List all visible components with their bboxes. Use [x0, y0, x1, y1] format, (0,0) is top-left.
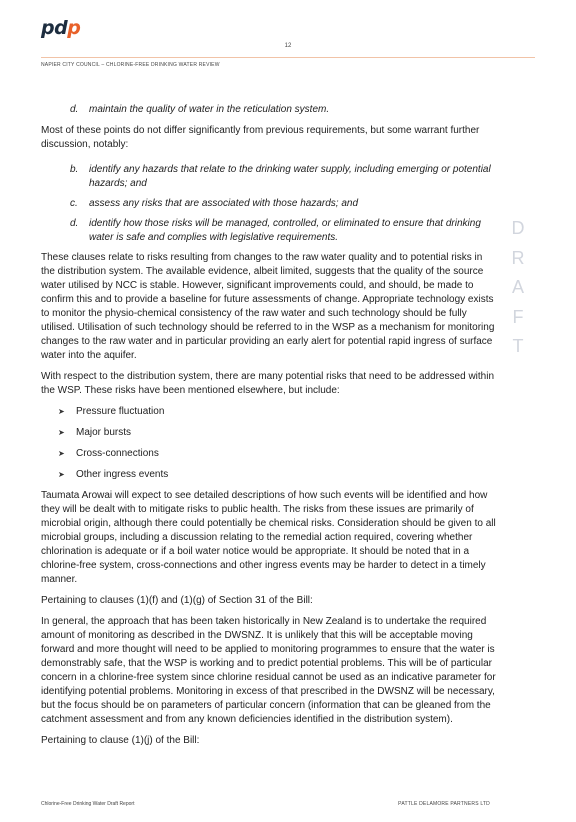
running-head: NAPIER CITY COUNCIL – CHLORINE-FREE DRINKING WATER REVIEW: [41, 62, 220, 68]
arrow-bullet-icon: ➤: [58, 470, 65, 479]
bullet-item: [41, 426, 496, 440]
bullet-text: Pressure fluctuation: [76, 406, 165, 417]
paragraph: In general, the approach that has been taken historically in New Zealand is to undertake the required amount of monitoring as described in the DWSNZ. It is unlikely that this will be acceptable moving forward and more thought will need to be applied to monitoring programmes to ensure that the water is demonstrably safe, that the WSP is working and to predict potential problems. This will be of particular concern in a chlorine-free system since chlorine residual cannot be used as an indicative parameter for identifying potential problems. Monitoring in excess of that prescribed in the DWSNZ will be necessary, but the focus should be on parameters of particular concern (information that can be gleaned from the catchment assessment and from any known deficiencies identified in the distribution system).: [41, 616, 496, 725]
arrow-bullet-icon: ➤: [58, 428, 65, 437]
list-text: maintain the quality of water in the reticulation system.: [89, 104, 330, 115]
list-letter: d.: [70, 218, 79, 229]
list-text: assess any risks that are associated with those hazards; and: [89, 198, 359, 209]
list-letter: c.: [70, 198, 78, 209]
arrow-bullet-icon: ➤: [58, 449, 65, 458]
paragraph: Pertaining to clauses (1)(f) and (1)(g) of Section 31 of the Bill:: [41, 595, 313, 606]
list-item: [41, 197, 496, 211]
footer-report-title: Chlorine-Free Drinking Water Draft Report: [41, 801, 135, 807]
list-item: [41, 217, 496, 245]
list-item: [41, 163, 496, 191]
watermark-letter: A: [511, 277, 524, 297]
footer-company-name: PATTLE DELAMORE PARTNERS LTD: [398, 801, 490, 807]
bullet-text: Cross-connections: [76, 448, 159, 459]
watermark-letter: D: [511, 218, 525, 238]
bullet-item: [41, 405, 496, 419]
list-text: identify any hazards that relate to the drinking water supply, including emerging or potential hazards; and: [89, 164, 491, 189]
arrow-bullet-icon: ➤: [58, 407, 65, 416]
company-logo: [41, 17, 80, 39]
list-item: [41, 103, 496, 117]
bullet-text: Major bursts: [76, 427, 132, 438]
bullet-item: [41, 468, 496, 482]
list-text: identify how those risks will be managed, controlled, or eliminated to ensure that drinking water is safe and complies with legislative requirements.: [89, 218, 481, 243]
logo-text-part1: pd: [41, 17, 68, 39]
paragraph: These clauses relate to risks resulting from changes to the raw water quality and to potential risks in the distribution system. The available evidence, albeit limited, suggests that the quality of the source water utilised by NCC is stable. However, significant improvements could, and should, be made to confirm this and to provide a baseline for future assessments of change. Appropriate technology exists to monitor the physio-chemical consistency of the raw water and such technology should be fully utilised. Utilisation of such technology should be referred to in the WSP as a mechanism for monitoring changes to the raw water and in particular providing an early alert for potential rapid ingress of surface water into the aquifer.: [41, 252, 495, 361]
paragraph: Most of these points do not differ significantly from previous requirements, but some warrant further discussion, notably:: [41, 125, 480, 150]
document-body: [41, 103, 496, 748]
watermark-letter: R: [511, 247, 525, 268]
page-number: 12: [284, 43, 292, 49]
watermark-letter: F: [512, 306, 524, 327]
header-divider: [41, 57, 535, 58]
list-letter: d.: [70, 104, 79, 115]
paragraph: Taumata Arowai will expect to see detailed descriptions of how such events will be identified and how they will be dealt with to mitigate risks to public health. The risks from these issues are primarily of microbial origin, although there could potentially be chemical risks. Consideration should be given to all microbial groups, including a discussion relating to the remedial action required, covering whether chlorination is adequate or if a boil water notice would be appropriate. It should be noted that in a chlorine-free system, cross-connections and other ingress events may be harder to detect in a timely manner.: [41, 490, 496, 585]
watermark-letter: T: [512, 336, 524, 356]
bullet-text: Other ingress events: [76, 469, 169, 480]
paragraph: Pertaining to clause (1)(j) of the Bill:: [41, 735, 200, 746]
paragraph: With respect to the distribution system, there are many potential risks that need to be addressed within the WSP. These risks have been mentioned elsewhere, but include:: [41, 371, 495, 396]
list-letter: b.: [70, 164, 79, 175]
logo-text-part2: p: [67, 17, 81, 39]
draft-watermark: [510, 214, 526, 362]
bullet-item: [41, 447, 496, 461]
